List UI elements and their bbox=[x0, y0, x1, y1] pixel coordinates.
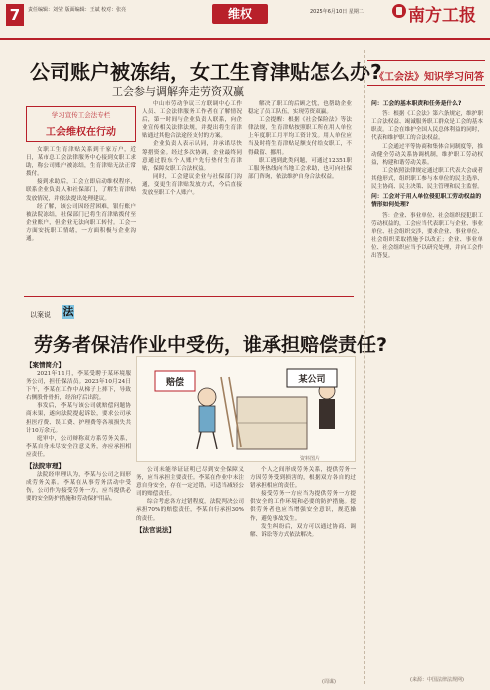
newspaper-brand: 南方工报 bbox=[408, 6, 476, 26]
article1-paragraph: 职工遇到此类问题，可通过12351职工服务热线向当地工会求助，也可向社保部门咨询，依法维护自身合法权益。 bbox=[248, 157, 352, 180]
section-heading: 【法官说法】 bbox=[136, 525, 175, 534]
sidebar-source: (来源：中国法律法规网) bbox=[410, 677, 464, 683]
case-section-label: 以案说 bbox=[30, 311, 51, 319]
sidebar-question: 问：工会的基本职责和任务是什么? bbox=[371, 101, 462, 107]
article2-paragraph: 2021年11月，李某受聘于某环境服务公司，担任保洁员。2023年10月24日下午，李某在工作中从梯子上摔下，导致右侧股骨骨折，经治疗后出院。 bbox=[26, 371, 131, 402]
page-number: 7 bbox=[6, 4, 24, 26]
cartoon-illustration bbox=[136, 356, 356, 462]
article1-paragraph: 同时，工会建议企业与社保部门沟通，变更生育津贴发放方式，今后直接发放至职工个人账户。 bbox=[142, 173, 242, 197]
article1-paragraph: 解决了职工的后顾之忧，也帮助企业稳定了员工队伍，实现劳资双赢。 bbox=[248, 101, 352, 116]
article2-paragraph: 发生纠纷后，双方可以通过协商、调解、诉讼等方式依法解决。 bbox=[250, 523, 356, 538]
sidebar-answer: 工会通过平等协商和集体合同制度等，推动健全劳动关系协调机制，维护职工劳动权益，构建和谐劳动关系。 bbox=[371, 143, 483, 166]
company-sign-text: 某公司 bbox=[298, 375, 326, 385]
article2-end-mark: (周谋) bbox=[322, 679, 336, 685]
sidebar-question: 问：工会对于用人单位侵犯职工劳动权益的情形如何处理? bbox=[371, 194, 482, 209]
article1-paragraph: 工会提醒：根据《社会保险法》等法律法规，生育津贴按照职工所在用人单位上年度职工月平均工资计发。用人单位应当及时将生育津贴足额支付给女职工，不得截留、挪用。 bbox=[248, 117, 352, 156]
newspaper-logo-icon bbox=[392, 4, 406, 18]
promo-main-label: 工会维权在行动 bbox=[46, 127, 116, 138]
article2-paragraph: 个人之间形成劳务关系，提供劳务一方因劳务受到损害的，根据双方各自的过错承担相应的责任。 bbox=[250, 467, 356, 490]
compensation-sign-text: 赔偿 bbox=[165, 378, 185, 388]
article2-paragraph: 综合考虑各方过错程度，法院判决公司承担70%的赔偿责任，李某自行承担30%的责任。 bbox=[136, 499, 244, 522]
article1-column-3 bbox=[248, 100, 352, 292]
issue-date: 2025年6月10日 星期二 bbox=[310, 9, 364, 15]
article2-paragraph: 庭审中，公司辩称双方系劳务关系，李某自身未尽安全注意义务，亦应承担相应责任。 bbox=[26, 435, 131, 458]
section-heading: 【案情简介】 bbox=[26, 361, 65, 369]
article2-paragraph: 接受劳务一方应当为提供劳务一方提供安全的工作环境和必要的防护措施。提供劳务者也应当增强安全意识，规范操作，避免事故发生。 bbox=[250, 491, 356, 522]
article1-headline: 公司账户被冻结，女工生育津贴怎么办? bbox=[30, 60, 382, 84]
case-section-badge: 法 bbox=[62, 305, 74, 318]
section-divider bbox=[24, 296, 354, 297]
sidebar-answer: 工会依照法律规定通过职工代表大会或者其他形式，组织职工参与本单位的民主选举、民主协商、民主决策、民主管理和民主监督。 bbox=[371, 167, 483, 191]
article1-paragraph: 中山市劳动争议三方联调中心工作人员、工会法律服务工作者在了解情况后，第一时间与企业负责人联系，向企业宣传相关法律法规，并提出将生育津贴通过其他合法途径支付的方案。 bbox=[142, 101, 242, 140]
article2-column-3 bbox=[250, 466, 356, 682]
page-masthead bbox=[0, 0, 490, 40]
article1-column-2 bbox=[142, 100, 242, 292]
article2-column-2 bbox=[136, 466, 244, 682]
article2-paragraph: 法院经审理认为，李某与公司之间形成劳务关系。李某在从事劳务活动中受伤，公司作为接受劳务一方，应当提供必要的安全防护措施和劳动保护用品。 bbox=[26, 472, 131, 503]
illustration-credit: 资料图片 bbox=[300, 456, 321, 462]
editors-line: 责任编辑：刘莹 版面编辑：王斌 校对：张亮 bbox=[28, 7, 127, 13]
section-heading: 【法院审理】 bbox=[26, 462, 65, 471]
article1-paragraph: 经了解，该公司因经营困难，银行账户被法院冻结，社保部门已将生育津贴拨付至企业账户，但企业无法向职工转付。工会一方面安抚职工情绪，一方面积极与企业沟通。 bbox=[26, 203, 136, 243]
column-promo-box bbox=[26, 106, 136, 142]
article2-column-1 bbox=[26, 358, 131, 682]
article1-paragraph: 女职工生育津贴关系到千家万户，近日，某市总工会法律服务中心接到女职工求助，称公司账户被冻结，生育津贴无法正常拨付。 bbox=[26, 147, 136, 178]
article1-subhead: 工会参与调解奔走劳资双赢 bbox=[112, 85, 244, 98]
sidebar-answer: 答：企业、事业单位、社会组织侵犯职工劳动权益的，工会应当代表职工与企业、事业单位、社会组织交涉，要求企业、事业单位、社会组织采取措施予以改正；企业、事业单位、社会组织应当予以研究处理，并向工会作出答复。 bbox=[371, 212, 483, 260]
article2-paragraph: 事发后，李某与该公司就赔偿问题协商未果，遂向法院提起诉讼，要求公司承担医疗费、误工费、护理费等各项损失共计10万余元。 bbox=[26, 403, 131, 434]
sidebar-body bbox=[371, 98, 483, 678]
promo-top-label: 学习宣传工会法专栏 bbox=[51, 111, 111, 119]
article1-paragraph: 接到求助后，工会立即启动维权程序，联系企业负责人和社保部门，了解生育津贴发放情况，并依法提出处理建议。 bbox=[26, 179, 136, 202]
sidebar-title: 《工会法》知识学习问答 bbox=[374, 72, 484, 83]
qa-sidebar bbox=[364, 50, 484, 684]
article1-column-1 bbox=[26, 146, 136, 292]
sidebar-answer: 答：根据《工会法》第六条规定，维护职工合法权益、竭诚服务职工群众是工会的基本职责。工会在维护全国人民总体利益的同时，代表和维护职工的合法权益。 bbox=[371, 111, 483, 142]
cartoon-svg bbox=[137, 357, 356, 462]
section-tag: 维权 bbox=[212, 4, 268, 24]
article2-headline: 劳务者保洁作业中受伤，谁承担赔偿责任? bbox=[34, 334, 388, 356]
article2-paragraph: 公司未能举证证明已尽到安全保障义务，应当承担主要责任。李某在作业中未注意自身安全，存在一定过错，可适当减轻公司的赔偿责任。 bbox=[136, 467, 244, 498]
article1-paragraph: 企业负责人表示认同，并承诺尽快筹措资金。经过多次协调，企业最终同意通过股东个人账户先行垫付生育津贴，保障女职工合法权益。 bbox=[142, 141, 242, 172]
